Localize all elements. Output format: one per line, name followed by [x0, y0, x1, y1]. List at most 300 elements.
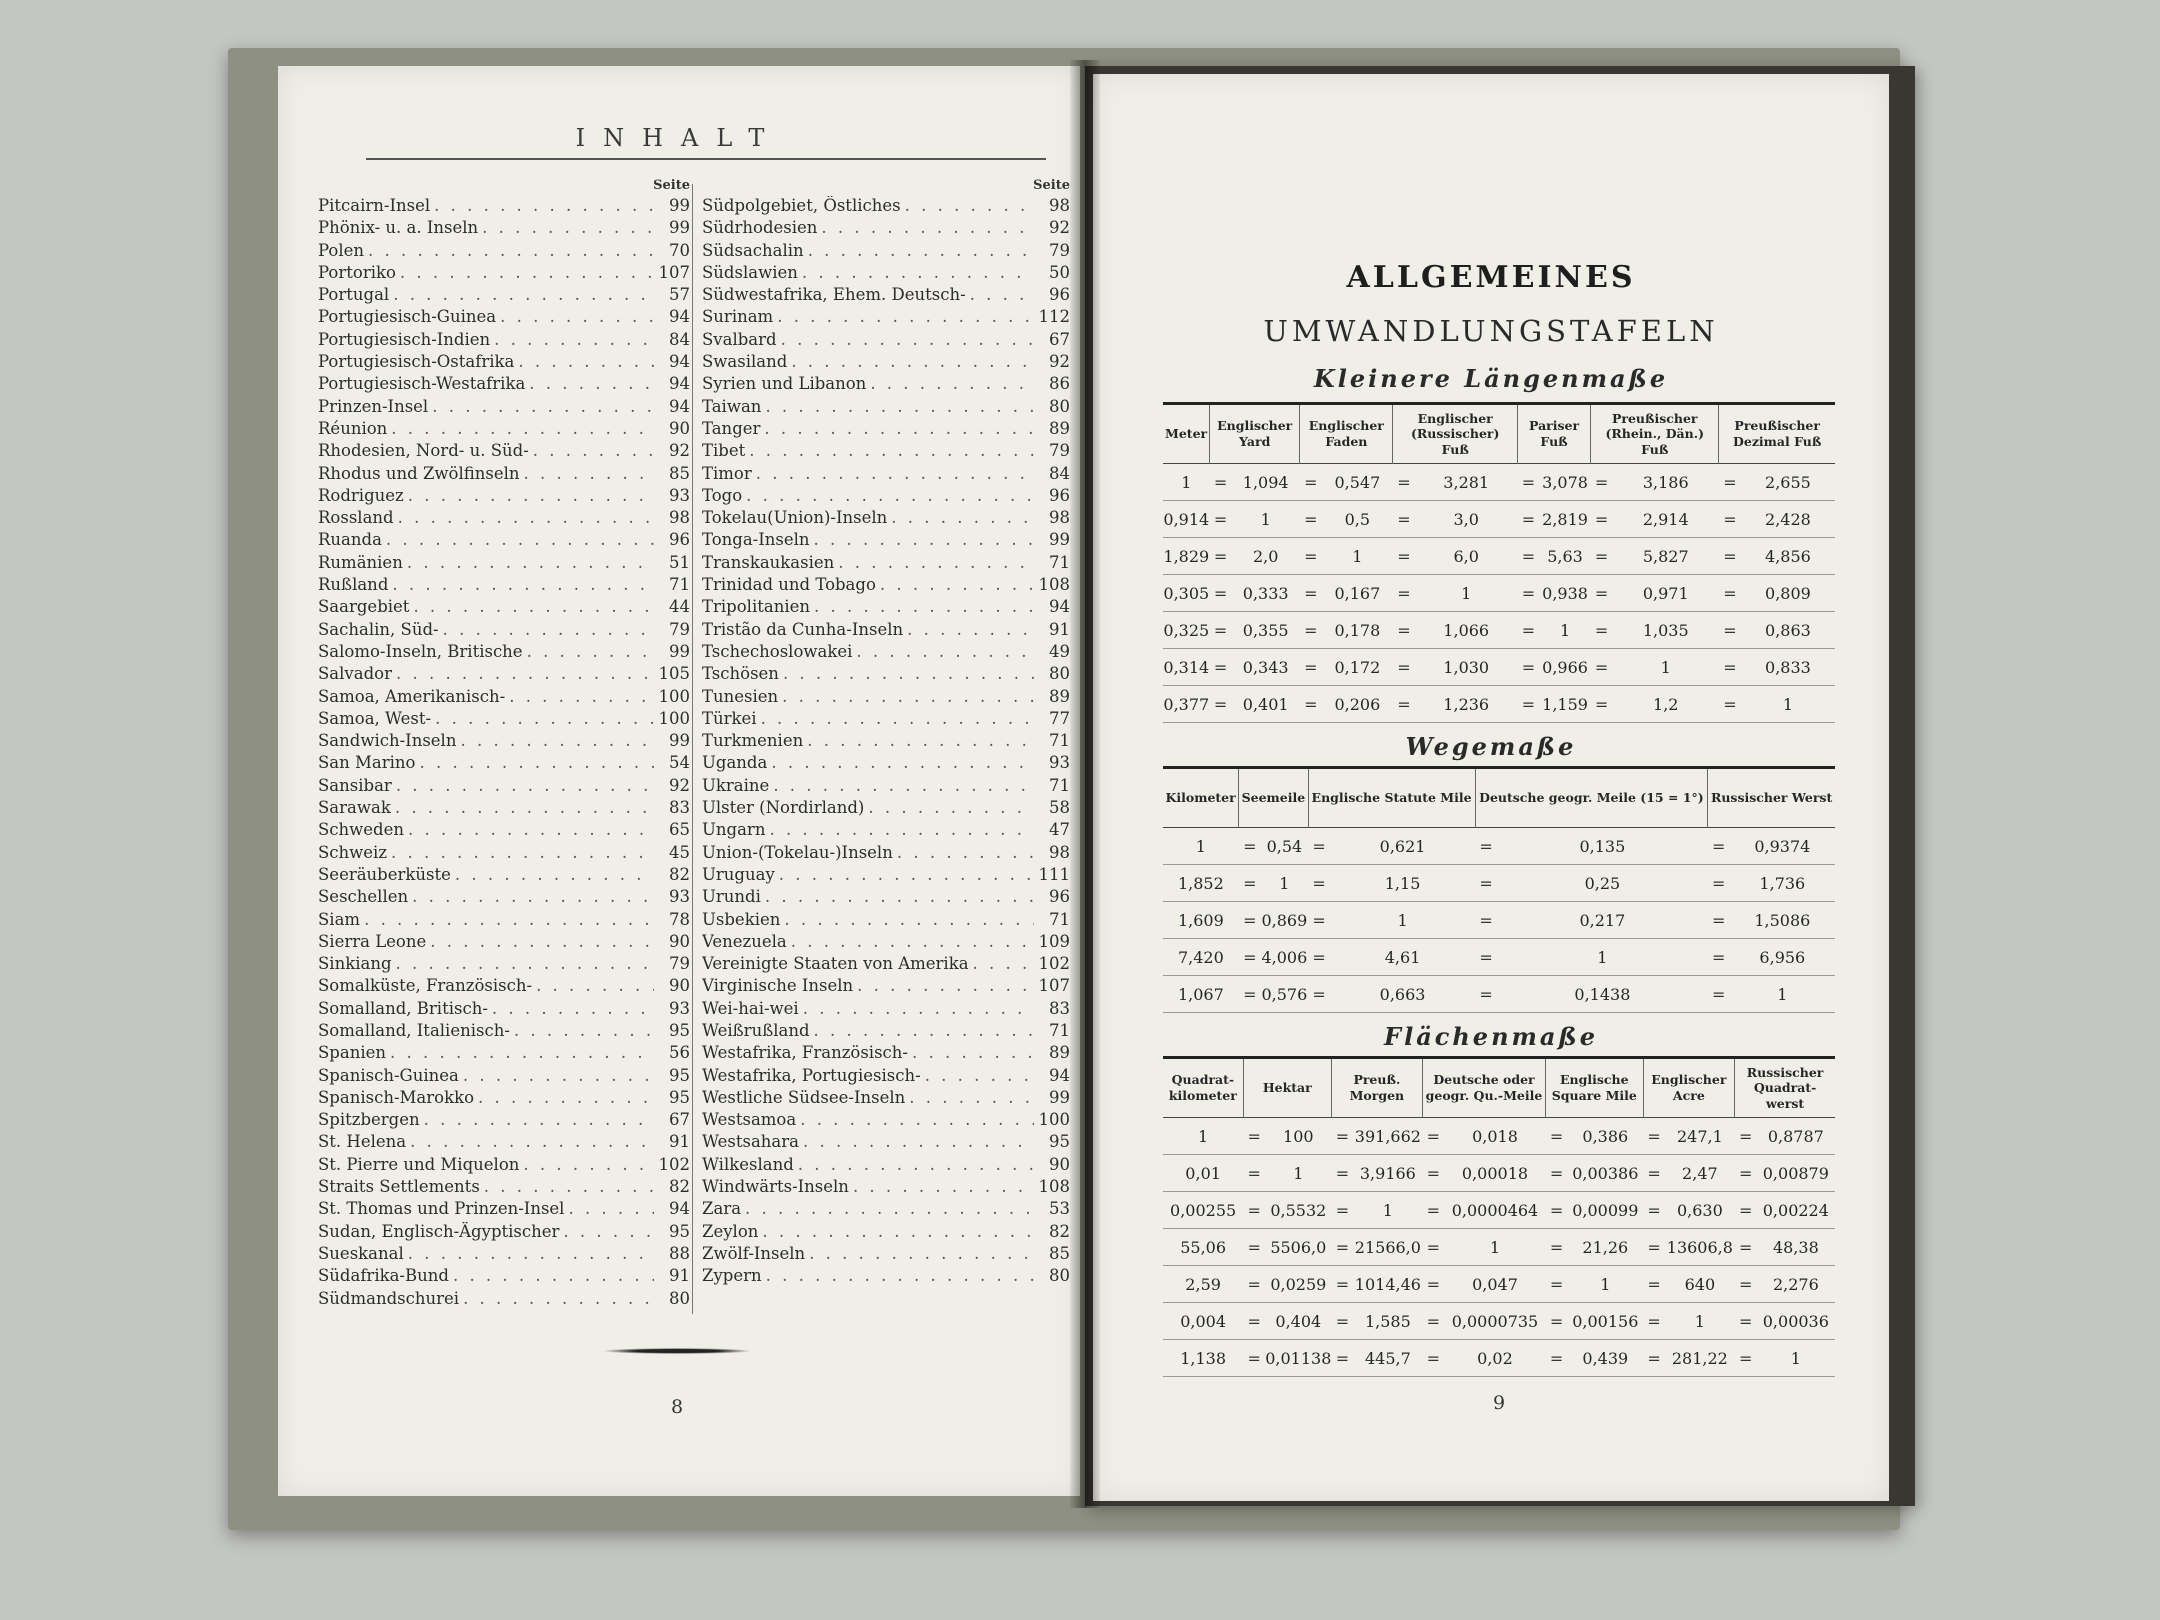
toc-entry-name: Ruanda — [318, 530, 382, 550]
toc-entry-name: Portugiesisch-Ostafrika — [318, 352, 515, 372]
column-header: Deutsche geogr. Meile (15 = 1°) — [1475, 768, 1708, 828]
toc-entry — [318, 954, 690, 976]
equals-sign: = — [1591, 538, 1613, 575]
toc-entry — [318, 865, 690, 887]
toc-entry — [702, 1266, 1070, 1288]
toc-entry-name: Türkei — [702, 708, 757, 728]
table-cell: 1,035 — [1613, 612, 1719, 649]
toc-entry — [702, 865, 1070, 887]
table-cell: 0,02 — [1444, 1340, 1545, 1377]
toc-entry — [318, 218, 690, 240]
toc-leader-dots — [391, 843, 654, 862]
equals-sign: = — [1243, 1118, 1265, 1155]
toc-entry — [702, 798, 1070, 820]
toc-entry-name: Sandwich-Inseln — [318, 731, 457, 751]
toc-leader-dots — [518, 352, 654, 371]
equals-sign: = — [1518, 501, 1540, 538]
table-cell: 0,971 — [1613, 575, 1719, 612]
table-cell: 21566,0 — [1353, 1229, 1422, 1266]
toc-entry-page: 98 — [1049, 508, 1070, 528]
toc-entry-page: 93 — [1049, 753, 1070, 773]
toc-entry — [702, 486, 1070, 508]
toc-entry-name: Tibet — [702, 441, 746, 461]
equals-sign: = — [1210, 686, 1232, 723]
equals-sign: = — [1422, 1303, 1444, 1340]
toc-leader-dots — [407, 553, 654, 572]
toc-entry-page: 96 — [1049, 887, 1070, 907]
toc-leader-dots — [563, 1222, 654, 1241]
toc-entry-page: 80 — [1049, 396, 1070, 416]
toc-leader-dots — [492, 999, 654, 1018]
toc-leader-dots — [523, 1155, 654, 1174]
toc-entry — [702, 241, 1070, 263]
toc-entry-page: 85 — [1049, 1243, 1070, 1263]
toc-entry-page: 57 — [669, 285, 690, 305]
toc-leader-dots — [478, 1088, 654, 1107]
table-row — [1163, 1118, 1835, 1155]
table-cell: 1,585 — [1353, 1303, 1422, 1340]
equals-sign: = — [1243, 1155, 1265, 1192]
toc-entry-name: Sinkiang — [318, 954, 392, 974]
table-cell: 0,0000464 — [1444, 1192, 1545, 1229]
equals-sign: = — [1331, 1340, 1353, 1377]
toc-entry-name: Ungarn — [702, 820, 766, 840]
column-header: Englische Square Mile — [1546, 1058, 1643, 1118]
toc-entry-name: Portugiesisch-Guinea — [318, 307, 497, 327]
table-cell: 0,325 — [1163, 612, 1210, 649]
toc-entry — [702, 307, 1070, 329]
table-cell: 0,5 — [1322, 501, 1393, 538]
toc-entry-name: Samoa, West- — [318, 708, 432, 728]
table-row — [1163, 612, 1835, 649]
equals-sign: = — [1708, 828, 1730, 865]
toc-leader-dots — [870, 374, 1034, 393]
toc-entry-page: 95 — [669, 1087, 690, 1107]
toc-entry-name: Uruguay — [702, 864, 775, 884]
toc-leader-dots — [838, 553, 1034, 572]
toc-entry — [702, 352, 1070, 374]
toc-leader-dots — [821, 218, 1034, 237]
toc-leader-dots — [395, 798, 654, 817]
table-cell: 0,004 — [1163, 1303, 1243, 1340]
toc-entry-page: 91 — [1049, 619, 1070, 639]
equals-sign: = — [1210, 575, 1232, 612]
toc-entry — [318, 1110, 690, 1132]
toc-entry-name: Uganda — [702, 753, 768, 773]
table-cell: 1 — [1757, 1340, 1835, 1377]
equals-sign: = — [1546, 1192, 1568, 1229]
toc-entry — [702, 419, 1070, 441]
toc-entry-name: Sarawak — [318, 798, 391, 818]
column-header: Englischer Faden — [1300, 404, 1393, 464]
toc-leader-dots — [762, 1222, 1034, 1241]
toc-leader-dots — [761, 709, 1034, 728]
equals-sign: = — [1300, 538, 1322, 575]
column-header: Pariser Fuß — [1518, 404, 1591, 464]
toc-entry-name: Syrien und Libanon — [702, 374, 867, 394]
toc-entry — [702, 687, 1070, 709]
table-cell: 0,018 — [1444, 1118, 1545, 1155]
equals-sign: = — [1546, 1266, 1568, 1303]
toc-entry — [318, 1066, 690, 1088]
toc-entry — [702, 1199, 1070, 1221]
toc-entry-name: Tschechoslowakei — [702, 641, 853, 661]
toc-entry-name: Schweden — [318, 820, 405, 840]
equals-sign: = — [1331, 1118, 1353, 1155]
toc-entry-page: 99 — [669, 641, 690, 661]
table-row — [1163, 976, 1835, 1013]
toc-entry-name: Transkaukasien — [702, 552, 835, 572]
toc-entry-name: Wilkesland — [702, 1154, 794, 1174]
equals-sign: = — [1643, 1266, 1665, 1303]
toc-entry — [318, 664, 690, 686]
toc-entry — [702, 218, 1070, 240]
equals-sign: = — [1422, 1155, 1444, 1192]
toc-entry-name: Urundi — [702, 887, 761, 907]
equals-sign: = — [1300, 686, 1322, 723]
toc-leader-dots — [783, 664, 1034, 683]
table-cell: 0,833 — [1741, 649, 1835, 686]
table-cell: 7,420 — [1163, 939, 1239, 976]
table-row — [1163, 575, 1835, 612]
equals-sign: = — [1210, 649, 1232, 686]
table-cell: 1 — [1330, 902, 1475, 939]
toc-entry-page: 70 — [669, 240, 690, 260]
toc-entry — [702, 664, 1070, 686]
toc-entry-page: 92 — [1049, 352, 1070, 372]
toc-entry — [318, 419, 690, 441]
toc-leader-dots — [400, 263, 654, 282]
toc-entry-name: Samoa, Amerikanisch- — [318, 686, 506, 706]
toc-entry-page: 99 — [669, 731, 690, 751]
toc-entry — [702, 642, 1070, 664]
toc-leader-dots — [973, 954, 1034, 973]
table-cell: 21,26 — [1568, 1229, 1643, 1266]
equals-sign: = — [1243, 1340, 1265, 1377]
toc-entry-name: Südsachalin — [702, 240, 804, 260]
table-cell: 1 — [1261, 865, 1308, 902]
toc-entry-name: Spitzbergen — [318, 1110, 420, 1130]
equals-sign: = — [1422, 1192, 1444, 1229]
toc-entry — [702, 1110, 1070, 1132]
table-cell: 1,829 — [1163, 538, 1210, 575]
equals-sign: = — [1518, 575, 1540, 612]
toc-entry-name: Trinidad und Tobago — [702, 575, 876, 595]
toc-list-right — [702, 196, 1070, 1289]
toc-leader-dots — [500, 307, 654, 326]
equals-sign: = — [1393, 575, 1415, 612]
toc-leader-dots — [779, 865, 1034, 884]
equals-sign: = — [1518, 464, 1540, 501]
toc-entry-page: 98 — [1049, 196, 1070, 215]
equals-sign: = — [1518, 612, 1540, 649]
toc-entry — [318, 798, 690, 820]
table-cell: 0,047 — [1444, 1266, 1545, 1303]
table-cell: 2,47 — [1665, 1155, 1735, 1192]
toc-entry — [702, 731, 1070, 753]
equals-sign: = — [1719, 538, 1741, 575]
toc-entry-name: Südrhodesien — [702, 218, 818, 238]
toc-entry — [318, 753, 690, 775]
toc-leader-dots — [868, 798, 1034, 817]
table-cell: 1 — [1497, 939, 1708, 976]
column-header: Meter — [1165, 426, 1208, 442]
table-cell: 0,217 — [1497, 902, 1708, 939]
table-row — [1163, 464, 1835, 501]
toc-entry — [702, 1177, 1070, 1199]
toc-leader-dots — [529, 374, 654, 393]
toc-entry-name: Siam — [318, 909, 361, 929]
toc-entry-name: Tanger — [702, 418, 761, 438]
toc-entry-page: 79 — [1049, 441, 1070, 461]
toc-entry-name: Tunesien — [702, 686, 779, 706]
equals-sign: = — [1735, 1192, 1757, 1229]
toc-entry — [702, 196, 1070, 218]
toc-column-left — [318, 178, 690, 1311]
toc-entry-page: 89 — [1049, 418, 1070, 438]
toc-entry — [702, 263, 1070, 285]
table-cell: 1 — [1232, 501, 1300, 538]
toc-entry — [702, 932, 1070, 954]
toc-entry-name: Rhodus und Zwölfinseln — [318, 463, 520, 483]
equals-sign: = — [1591, 612, 1613, 649]
equals-sign: = — [1708, 865, 1730, 902]
table-cell: 6,956 — [1730, 939, 1835, 976]
toc-entry-name: Salomo-Inseln, Britische — [318, 641, 523, 661]
page-number: 8 — [671, 1396, 684, 1418]
toc-entry — [318, 352, 690, 374]
toc-entry-name: Südpolgebiet, Östliches — [702, 196, 901, 215]
equals-sign: = — [1591, 686, 1613, 723]
table-cell: 0,00156 — [1568, 1303, 1643, 1340]
toc-leader-dots — [568, 1199, 654, 1218]
table-cell: 0,5532 — [1265, 1192, 1331, 1229]
toc-list-left — [318, 196, 690, 1311]
toc-entry — [318, 687, 690, 709]
table-cell: 1 — [1163, 464, 1210, 501]
table-cell: 1 — [1613, 649, 1719, 686]
toc-entry-page: 92 — [669, 775, 690, 795]
equals-sign: = — [1210, 612, 1232, 649]
toc-entry — [318, 1289, 690, 1311]
toc-entry-page: 95 — [669, 1065, 690, 1085]
section-title-length: Kleinere Längenmaße — [1313, 364, 1669, 393]
toc-entry — [702, 374, 1070, 396]
toc-entry-page: 58 — [1049, 798, 1070, 818]
page-number: 9 — [1493, 1392, 1506, 1414]
table-cell: 1 — [1163, 828, 1239, 865]
equals-sign: = — [1308, 976, 1330, 1013]
toc-entry-page: 99 — [669, 196, 690, 215]
toc-leader-dots — [364, 910, 654, 929]
toc-leader-dots — [746, 486, 1034, 505]
toc-entry-page: 85 — [669, 463, 690, 483]
toc-leader-dots — [798, 1155, 1034, 1174]
toc-leader-dots — [909, 1088, 1034, 1107]
toc-entry — [318, 1177, 690, 1199]
toc-entry — [702, 441, 1070, 463]
toc-entry-name: Portugiesisch-Westafrika — [318, 374, 526, 394]
toc-entry-name: Saargebiet — [318, 597, 410, 617]
equals-sign: = — [1243, 1192, 1265, 1229]
table-cell: 1,736 — [1730, 865, 1835, 902]
toc-entry-page: 94 — [669, 374, 690, 394]
equals-sign: = — [1300, 464, 1322, 501]
toc-entry — [318, 1222, 690, 1244]
toc-entry — [318, 263, 690, 285]
toc-leader-dots — [391, 419, 654, 438]
toc-leader-dots — [857, 976, 1034, 995]
table-cell: 0,439 — [1568, 1340, 1643, 1377]
equals-sign: = — [1300, 501, 1322, 538]
toc-entry-name: Windwärts-Inseln — [702, 1177, 849, 1197]
table-cell: 1 — [1665, 1303, 1735, 1340]
table-cell: 5506,0 — [1265, 1229, 1331, 1266]
toc-entry-page: 79 — [669, 954, 690, 974]
toc-leader-dots — [897, 843, 1034, 862]
toc-leader-dots — [809, 1244, 1034, 1263]
toc-entry-name: Rodriguez — [318, 485, 404, 505]
equals-sign: = — [1331, 1155, 1353, 1192]
toc-entry-name: Westsahara — [702, 1132, 799, 1152]
toc-entry — [702, 820, 1070, 842]
table-row — [1163, 1155, 1835, 1192]
table-cell: 0,863 — [1741, 612, 1835, 649]
table-cell: 0,172 — [1322, 649, 1393, 686]
equals-sign: = — [1546, 1340, 1568, 1377]
table-cell: 445,7 — [1353, 1340, 1422, 1377]
toc-entry-name: Südafrika-Bund — [318, 1266, 449, 1286]
toc-entry-name: Tripolitanien — [702, 597, 810, 617]
table-cell: 1 — [1741, 686, 1835, 723]
equals-sign: = — [1308, 939, 1330, 976]
equals-sign: = — [1308, 865, 1330, 902]
table-row — [1163, 686, 1835, 723]
table-header-row — [1163, 768, 1835, 828]
table-cell: 1 — [1568, 1266, 1643, 1303]
toc-entry-page: 94 — [669, 307, 690, 327]
toc-entry — [702, 954, 1070, 976]
equals-sign: = — [1393, 501, 1415, 538]
equals-sign: = — [1422, 1340, 1444, 1377]
book-gutter — [1070, 60, 1100, 1508]
equals-sign: = — [1422, 1229, 1444, 1266]
table-row — [1163, 538, 1835, 575]
toc-entry-page: 82 — [1049, 1221, 1070, 1241]
equals-sign: = — [1331, 1192, 1353, 1229]
table-cell: 1,852 — [1163, 865, 1239, 902]
table-cell: 5,63 — [1540, 538, 1591, 575]
equals-sign: = — [1735, 1340, 1757, 1377]
toc-entry-page: 54 — [669, 753, 690, 773]
toc-entry — [318, 976, 690, 998]
toc-entry-page: 91 — [669, 1266, 690, 1286]
toc-entry — [318, 330, 690, 352]
toc-entry-page: 53 — [1049, 1199, 1070, 1219]
toc-entry — [702, 1021, 1070, 1043]
toc-leader-dots — [494, 330, 654, 349]
table-cell: 1,030 — [1415, 649, 1518, 686]
toc-entry — [318, 1021, 690, 1043]
equals-sign: = — [1239, 865, 1261, 902]
equals-sign: = — [1591, 649, 1613, 686]
toc-entry-name: Surinam — [702, 307, 774, 327]
table-cell: 3,0 — [1415, 501, 1518, 538]
toc-leader-dots — [907, 620, 1034, 639]
heading-sub: UMWANDLUNGSTAFELN — [1263, 314, 1719, 348]
toc-entry-page: 96 — [1049, 285, 1070, 305]
toc-entry-page: 44 — [669, 597, 690, 617]
table-cell: 281,22 — [1665, 1340, 1735, 1377]
toc-leader-dots — [413, 597, 654, 616]
table-cell: 0,314 — [1163, 649, 1210, 686]
equals-sign: = — [1300, 575, 1322, 612]
toc-leader-dots — [808, 241, 1034, 260]
equals-sign: = — [1422, 1118, 1444, 1155]
equals-sign: = — [1518, 649, 1540, 686]
toc-leader-dots — [970, 285, 1034, 304]
toc-leader-dots — [766, 1266, 1034, 1285]
table-row — [1163, 649, 1835, 686]
table-cell: 1 — [1163, 1118, 1243, 1155]
table-cell: 1,094 — [1232, 464, 1300, 501]
equals-sign: = — [1708, 939, 1730, 976]
equals-sign: = — [1546, 1118, 1568, 1155]
column-header: Kilometer — [1165, 790, 1236, 806]
toc-entry-name: Sueskanal — [318, 1243, 404, 1263]
toc-leader-dots — [791, 932, 1034, 951]
toc-entry-name: Virginische Inseln — [702, 976, 854, 996]
table-cell: 3,078 — [1540, 464, 1591, 501]
toc-entry-page: 80 — [1049, 664, 1070, 684]
table-cell: 0,663 — [1330, 976, 1475, 1013]
toc-entry — [702, 397, 1070, 419]
toc-entry-page: 105 — [658, 664, 690, 684]
table-cell: 0,8787 — [1757, 1118, 1835, 1155]
equals-sign: = — [1210, 501, 1232, 538]
toc-leader-dots — [412, 887, 654, 906]
table-cell: 6,0 — [1415, 538, 1518, 575]
toc-leader-dots — [782, 687, 1034, 706]
table-cell: 0,25 — [1497, 865, 1708, 902]
toc-entry — [318, 1132, 690, 1154]
equals-sign: = — [1243, 1229, 1265, 1266]
toc-leader-dots — [509, 687, 654, 706]
toc-entry-name: Sansibar — [318, 775, 392, 795]
toc-entry-name: Portoriko — [318, 262, 396, 282]
toc-entry — [318, 843, 690, 865]
equals-sign: = — [1708, 976, 1730, 1013]
toc-entry-page: 112 — [1038, 307, 1070, 327]
toc-entry-name: Schweiz — [318, 842, 388, 862]
toc-entry — [702, 508, 1070, 530]
equals-sign: = — [1243, 1266, 1265, 1303]
toc-entry-page: 100 — [1038, 1110, 1070, 1130]
toc-entry-page: 94 — [669, 396, 690, 416]
toc-entry-page: 83 — [669, 798, 690, 818]
toc-leader-dots — [856, 642, 1034, 661]
column-header: Deutsche oder geogr. Qu.-Meile — [1422, 1058, 1545, 1118]
toc-entry-name: Timor — [702, 463, 752, 483]
table-cell: 0,966 — [1540, 649, 1591, 686]
equals-sign: = — [1643, 1340, 1665, 1377]
table-row — [1163, 501, 1835, 538]
table-cell: 1 — [1540, 612, 1591, 649]
table-cell: 3,9166 — [1353, 1155, 1422, 1192]
table-cell: 1,15 — [1330, 865, 1475, 902]
table-cell: 1,066 — [1415, 612, 1518, 649]
toc-leader-dots — [807, 731, 1034, 750]
